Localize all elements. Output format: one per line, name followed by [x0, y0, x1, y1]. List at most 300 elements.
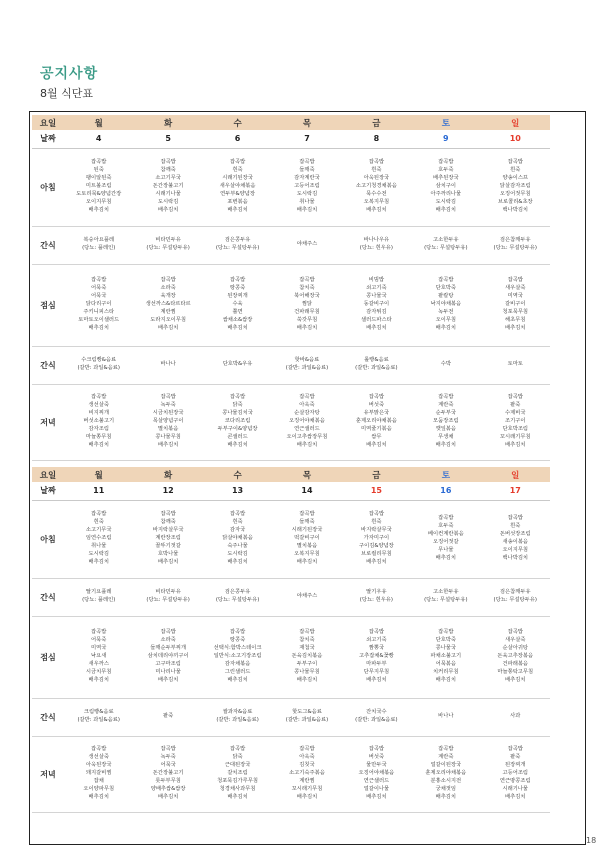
menu-item: (당뇨: 흰우유) [359, 245, 393, 251]
menu-item: 배추김치 [366, 324, 387, 331]
menu-item: 오이지무침 [85, 198, 112, 205]
menu-item: 배추김치 [296, 676, 318, 683]
menu-item: 감자국 [229, 527, 246, 534]
menu-item: 딸기요플레 [85, 589, 112, 596]
page-subtitle: 8월 식단표 [40, 87, 93, 100]
menu-item: 고추잡채&꽃빵 [358, 653, 394, 660]
menu-item: 참치죽 [299, 637, 315, 644]
menu-item: 오이무침 [435, 316, 457, 323]
meal-cell [481, 616, 550, 698]
meal-cell [481, 500, 550, 578]
menu-item: 두부구이&양념장 [217, 425, 258, 432]
meal-label: 간식 [32, 226, 64, 264]
meal-cell [203, 500, 272, 578]
menu-item: 어묵국 [91, 293, 107, 300]
weekday-header-cell: 월 [64, 467, 133, 482]
menu-item: 오이지무침 [502, 546, 529, 553]
menu-item: 야채주스 [296, 593, 318, 600]
menu-item: 단무지무침 [363, 668, 390, 675]
menu-item: 건파래볶음 [502, 660, 529, 667]
weekday-header-cell: 화 [133, 467, 202, 482]
meal-label: 간식 [32, 698, 64, 736]
meal-cell [203, 346, 272, 384]
menu-item: 잡곡밥 [299, 394, 315, 401]
menu-item: 잡곡밥 [91, 394, 107, 401]
meal-label: 점심 [32, 264, 64, 346]
menu-item: 멸치볶음 [157, 425, 179, 432]
meal-cell [203, 226, 272, 264]
menu-item: 동갈비구이 [363, 301, 390, 308]
menu-item: 파채소불고기 [430, 653, 462, 660]
weekday-header-cell: 일 [481, 467, 550, 482]
meal-cell [272, 346, 341, 384]
menu-item: 단호박&우유 [222, 361, 253, 368]
menu-item: 된죽 [93, 167, 104, 174]
weekday-header-cell: 일 [481, 115, 550, 130]
menu-item: 분홍소시지전 [430, 777, 462, 784]
menu-item: 미역국 [91, 645, 107, 652]
meal-table [32, 115, 550, 813]
date-row [32, 130, 550, 148]
menu-item: 도시락김 [435, 198, 457, 205]
menu-item: 훈제오리야채볶음 [355, 418, 397, 425]
menu-item: 순살감자탕 [294, 410, 320, 417]
menu-item: 소고기무국 [155, 175, 181, 182]
menu-item: 잡곡밥 [160, 159, 176, 166]
menu-item: 어묵죽 [91, 637, 107, 644]
meal-cell [342, 346, 411, 384]
menu-item: 들깨순두부찌개 [150, 645, 187, 652]
menu-item: 잡곡밥 [507, 629, 523, 636]
menu-item: 잡곡밥 [160, 394, 176, 401]
meal-cell [481, 384, 550, 460]
menu-item: 사과 [510, 713, 521, 720]
menu-item: 찜닭 [301, 301, 313, 308]
menu-item: 그린샐러드 [224, 668, 251, 675]
menu-item: 어묵볶음 [435, 660, 457, 667]
menu-item: 잡곡밥 [299, 159, 315, 166]
menu-item: 참깨죽 [160, 519, 176, 526]
meal-cell [133, 148, 202, 226]
menu-item: 조기구이 [505, 418, 526, 425]
menu-item: 들깨죽 [299, 167, 315, 174]
meal-cell [64, 616, 133, 698]
menu-item: 잡곡밥 [160, 277, 176, 284]
menu-item: 오징어젓갈 [433, 539, 459, 545]
menu-item: 잡곡밥 [507, 394, 523, 401]
menu-item: 브로컬리무침 [361, 550, 392, 557]
menu-item: 된장찌개 [505, 762, 526, 769]
meal-cell [481, 698, 550, 736]
menu-item: 고소한두유 [433, 589, 459, 596]
menu-item: 잡곡밥 [229, 511, 246, 518]
menu-item: 버섯소불고기 [83, 418, 115, 425]
menu-item: (당뇨: 무설탕두유) [424, 597, 468, 603]
menu-item: 콩나물무침 [155, 433, 181, 440]
menu-item: 미나리나물 [155, 668, 181, 675]
menu-item: 짬뽕국 [368, 645, 385, 652]
meal-cell [342, 148, 411, 226]
menu-item: 취나물 [91, 542, 107, 549]
menu-item: 얼갈이된장국 [430, 762, 462, 769]
menu-item: 소라죽 [160, 285, 176, 292]
meal-cell [272, 736, 341, 812]
menu-item: 배추김치 [505, 793, 526, 800]
menu-item: 연근샐러드 [294, 425, 320, 432]
menu-item: 콘샐러드 [227, 433, 248, 440]
meal-cell [203, 578, 272, 616]
menu-item: 양배추쌈&쌈장 [150, 785, 186, 792]
weekday-header-row [32, 115, 550, 130]
date-cell: 6 [203, 130, 272, 148]
menu-item: (당뇨: 플레인) [82, 597, 116, 603]
menu-item: 배추김치 [366, 793, 387, 800]
menu-item: 콩나물국 [366, 293, 387, 300]
menu-item: 단호박죽 [435, 637, 457, 644]
menu-item: 돈육김치볶음 [291, 653, 323, 660]
menu-item: 미역줄기볶음 [361, 425, 392, 432]
menu-item: 시금치무침 [85, 668, 112, 675]
meal-row [32, 736, 550, 812]
menu-item: 쌀과자&음료 [222, 709, 253, 716]
date-cell: 5 [133, 130, 202, 148]
weekday-header-row [32, 467, 550, 482]
menu-item: 새우까스 [88, 660, 109, 667]
menu-item: 배추김치 [435, 441, 457, 448]
menu-item: 숙주나물 [227, 542, 248, 549]
date-label: 날짜 [32, 130, 64, 148]
meal-cell [272, 226, 341, 264]
menu-item: 치커리무침 [433, 668, 459, 675]
date-cell: 16 [411, 482, 480, 500]
menu-item: 잡곡밥 [160, 511, 176, 518]
menu-item: 쇠고기죽 [366, 285, 387, 292]
menu-item: 배추김치 [227, 324, 248, 331]
menu-item: 소라죽 [160, 637, 176, 644]
weekday-header-label: 요일 [32, 467, 64, 482]
menu-item: 무생채 [438, 433, 454, 440]
meal-cell [342, 384, 411, 460]
menu-item: (갈반: 과일&음료) [216, 717, 259, 723]
menu-item: (당뇨: 무설탕두유) [146, 597, 190, 603]
menu-item: 잡곡밥 [229, 629, 246, 636]
menu-item: 잡곡밥 [507, 277, 523, 284]
menu-item: 버섯죽 [368, 754, 385, 761]
weekday-header-cell: 월 [64, 115, 133, 130]
meal-cell [272, 616, 341, 698]
menu-item: 미트볼조림 [85, 183, 112, 190]
menu-item: 비지찌개 [88, 410, 109, 417]
menu-item: 잡곡밥 [368, 746, 385, 753]
menu-item: (갈반: 과일&음료) [285, 717, 329, 723]
meal-row [32, 346, 550, 384]
date-cell: 9 [411, 130, 480, 148]
meal-cell [481, 148, 550, 226]
menu-item: 순두부국 [435, 410, 457, 417]
menu-item: 생선살죽 [88, 754, 109, 761]
menu-item: 감자계란국 [294, 175, 320, 182]
meal-row [32, 698, 550, 736]
menu-item: 잡곡밥 [91, 746, 107, 753]
page-number: 18 [586, 836, 597, 845]
menu-item: 호두죽 [438, 523, 454, 530]
menu-item: 토마토 [507, 361, 523, 368]
menu-item: 비타민두유 [155, 589, 181, 596]
menu-item: 바지락살무국 [152, 527, 184, 534]
menu-item: 배추김치 [157, 558, 179, 565]
menu-item: 바나나우유 [363, 237, 390, 244]
menu-item: 녹두전 [438, 308, 454, 315]
menu-item: 배추김치 [88, 206, 109, 213]
menu-item: 잡곡밥 [299, 511, 315, 518]
menu-item: 미역국 [507, 293, 523, 300]
menu-item: 배추김치 [296, 558, 318, 565]
meal-cell [272, 384, 341, 460]
menu-item: 목살양념구이 [152, 418, 184, 425]
menu-item: 오징어야채볶음 [289, 418, 325, 425]
menu-item: 검은콩두유 [224, 589, 251, 596]
menu-item: 얼갈이나물 [363, 785, 390, 792]
menu-item: 잡곡밥 [299, 746, 315, 753]
menu-item: 참깨죽 [160, 167, 176, 174]
meal-cell [133, 500, 202, 578]
menu-item: 삼치데리야끼구이 [147, 653, 189, 660]
menu-item: 잡곡밥 [299, 629, 315, 636]
menu-item: 브로콜리&초장 [497, 198, 533, 205]
menu-item: 근대된장국 [224, 762, 251, 769]
menu-item: 잡곡밥 [507, 159, 523, 166]
meal-label: 아침 [32, 148, 64, 226]
menu-item: 순살아귀탕 [502, 645, 529, 652]
menu-item: 배추김치 [157, 206, 179, 213]
menu-item: 수박 [440, 361, 451, 368]
menu-item: 코다리조림 [224, 418, 251, 425]
menu-item: 청포묵김가루무침 [217, 777, 259, 784]
menu-item: 배추김치 [296, 441, 318, 448]
menu-item: 시래기나물 [502, 785, 529, 792]
date-cell: 8 [342, 130, 411, 148]
menu-item: 잡곡밥 [507, 515, 523, 522]
menu-item: 소고기청경채볶음 [355, 183, 397, 190]
menu-item: (당뇨: 무설탕두유) [493, 597, 537, 603]
weekday-header-label: 요일 [32, 115, 64, 130]
menu-item: 수제비국 [505, 410, 526, 417]
menu-item: 잡곡밥 [299, 277, 315, 284]
meal-cell [342, 698, 411, 736]
weekday-header-cell: 토 [411, 467, 480, 482]
date-cell: 11 [64, 482, 133, 500]
weekday-header-cell: 금 [342, 467, 411, 482]
menu-item: 아욱죽 [299, 402, 315, 409]
meal-cell [133, 346, 202, 384]
menu-item: 도시락김 [157, 198, 179, 205]
menu-item: 콩나물김치국 [222, 410, 253, 417]
menu-item: 감자튀김 [366, 308, 387, 315]
menu-item: 김칫국 [299, 762, 315, 769]
menu-item: 배추김치 [227, 558, 248, 565]
date-cell: 7 [272, 130, 341, 148]
meal-label: 저녁 [32, 736, 64, 812]
menu-item: 갈비구이 [505, 301, 526, 308]
menu-item: 쑥갓무침 [296, 316, 318, 323]
menu-item: 복숭아요플레 [83, 237, 115, 244]
meal-cell [64, 148, 133, 226]
menu-item: 수크림빵&음료 [81, 357, 117, 364]
meal-cell [272, 698, 341, 736]
menu-item: 해초무침 [505, 316, 526, 323]
meal-cell [133, 384, 202, 460]
meal-row [32, 578, 550, 616]
menu-item: 바나나 [160, 361, 176, 368]
menu-item: 잡곡밥 [229, 746, 246, 753]
menu-item: 잡곡밥 [91, 277, 107, 284]
meal-row [32, 616, 550, 698]
menu-item: 배추김치 [88, 676, 109, 683]
menu-item: 생선까스&타르타르 [145, 301, 191, 308]
menu-item: 롯두부무침 [155, 777, 181, 784]
meal-label: 점심 [32, 616, 64, 698]
menu-item: 훈제오리야채볶음 [425, 770, 467, 777]
menu-item: 쌈무 [371, 433, 382, 440]
menu-item: (당뇨: 무설탕두유) [215, 597, 260, 603]
meal-cell [411, 226, 480, 264]
weekday-header-cell: 목 [272, 467, 341, 482]
menu-item: 잡곡밥 [438, 515, 454, 522]
menu-item: 돼지갈비찜 [85, 770, 112, 777]
menu-item: 베이컨계란볶음 [427, 531, 464, 538]
menu-item: 야채주스 [296, 241, 318, 248]
menu-item: 배추김치 [227, 676, 248, 683]
menu-item: 흰죽 [371, 519, 382, 526]
meal-cell [411, 148, 480, 226]
menu-item: 묵수수전 [366, 190, 387, 197]
menu-item: 아욱죽 [299, 754, 315, 761]
menu-item: 잡곡밥 [368, 511, 385, 518]
menu-item: 핫도그&음료 [292, 709, 322, 716]
date-cell: 14 [272, 482, 341, 500]
menu-item: 딸기우유 [366, 589, 387, 596]
menu-item: 배추김치 [435, 206, 457, 213]
meal-row [32, 264, 550, 346]
menu-item: 가자미구이 [363, 535, 390, 542]
menu-item: 배추김치 [88, 558, 109, 565]
date-cell: 13 [203, 482, 272, 500]
menu-item: 잡곡밥 [160, 629, 176, 636]
menu-item: (갈반: 과일&음료) [355, 365, 398, 371]
menu-item: 배추김치 [88, 441, 109, 448]
menu-item: 선택식:함박스테이크 [213, 645, 262, 652]
menu-item: 계란죽 [438, 754, 454, 761]
meal-cell [411, 500, 480, 578]
menu-item: 시래기나물 [155, 190, 181, 197]
menu-item: 검은콩두유 [224, 237, 251, 244]
meal-cell [481, 264, 550, 346]
menu-item: 고소한두유 [433, 237, 459, 244]
menu-item: 녹두죽 [160, 754, 176, 761]
meal-cell [203, 698, 272, 736]
menu-item: 배추김치 [157, 441, 179, 448]
menu-item: 흰죽 [510, 167, 521, 174]
menu-item: 생선살죽 [88, 402, 109, 409]
menu-item: 낙지야채볶음 [430, 301, 462, 308]
menu-item: 배추김치 [227, 206, 248, 213]
menu-item: 청경채사과무침 [219, 785, 256, 792]
menu-item: 호두죽 [438, 167, 454, 174]
menu-item: 연근땅콩조림 [499, 777, 531, 784]
menu-item: 아욱된장국 [363, 175, 390, 182]
weekday-header-cell: 금 [342, 115, 411, 130]
meal-row [32, 384, 550, 460]
menu-item: 닭살야채볶음 [222, 535, 253, 542]
meal-cell [411, 384, 480, 460]
menu-item: 배추김치 [435, 676, 457, 683]
menu-item: 계란장조림 [155, 535, 181, 542]
menu-item: 잡곡밥 [229, 277, 246, 284]
menu-item: 팥죽 [163, 713, 174, 720]
menu-item: 토마토오이샐러드 [78, 316, 120, 323]
menu-item: 마파두부 [366, 660, 387, 667]
menu-item: 깻잎볶음 [435, 425, 457, 432]
menu-item: 궁채젓임 [435, 785, 457, 792]
menu-item: 감자채볶음 [224, 660, 251, 667]
meal-cell [342, 578, 411, 616]
menu-item: 배추김치 [366, 676, 387, 683]
menu-item: 팥죽 [510, 402, 521, 409]
menu-item: 유부맑은국 [363, 410, 390, 417]
menu-item: 육개장 [160, 293, 176, 300]
menu-item: 녹두죽 [160, 402, 176, 409]
meal-cell [203, 264, 272, 346]
menu-item: 배추김치 [157, 324, 179, 331]
menu-item: 닭죽 [232, 754, 243, 761]
menu-item: 배추김치 [366, 558, 387, 565]
menu-item: 두부구이 [296, 660, 318, 667]
menu-item: 단호박죽 [435, 285, 457, 292]
menu-item: 돈육고추장볶음 [497, 653, 534, 660]
meal-label: 간식 [32, 578, 64, 616]
menu-item: 닭살감자조림 [499, 183, 531, 190]
menu-item: 배추김치 [296, 324, 318, 331]
weekday-header-cell: 수 [203, 467, 272, 482]
menu-item: 잡곡밥 [368, 159, 385, 166]
menu-item: 샐러드파스타 [361, 316, 392, 323]
menu-item: 단호박조림 [502, 425, 529, 432]
menu-item: 마늘쫑무침 [85, 433, 112, 440]
menu-item: 재첩국 [299, 645, 315, 652]
menu-item: 롤빵&음료 [364, 357, 389, 364]
menu-item: 오복지무침 [294, 550, 320, 557]
menu-item: 잡곡밥 [438, 159, 454, 166]
menu-item: 쌈채소&쌈장 [222, 316, 253, 323]
menu-item: 배추김치 [157, 676, 179, 683]
menu-item: 마늘쫑탁고무침 [497, 668, 534, 675]
menu-item: 비빔밥 [368, 277, 385, 284]
menu-item: 돈간장불고기 [152, 183, 184, 190]
menu-item: 검은참깨두유 [499, 237, 531, 244]
menu-item: 일반식:소고기장조림 [213, 653, 262, 660]
date-cell: 12 [133, 482, 202, 500]
menu-item: 배추김치 [227, 793, 248, 800]
menu-item: 수육 [232, 301, 243, 308]
meal-label: 아침 [32, 500, 64, 578]
menu-item: 잡채 [93, 777, 104, 784]
meal-cell [411, 698, 480, 736]
menu-item: 흰죽 [232, 167, 243, 174]
menu-item: 북어해장국 [294, 293, 320, 300]
week-spacer [32, 460, 550, 467]
weekday-header-cell: 화 [133, 115, 202, 130]
menu-item: 꼬시래기무침 [291, 785, 323, 792]
